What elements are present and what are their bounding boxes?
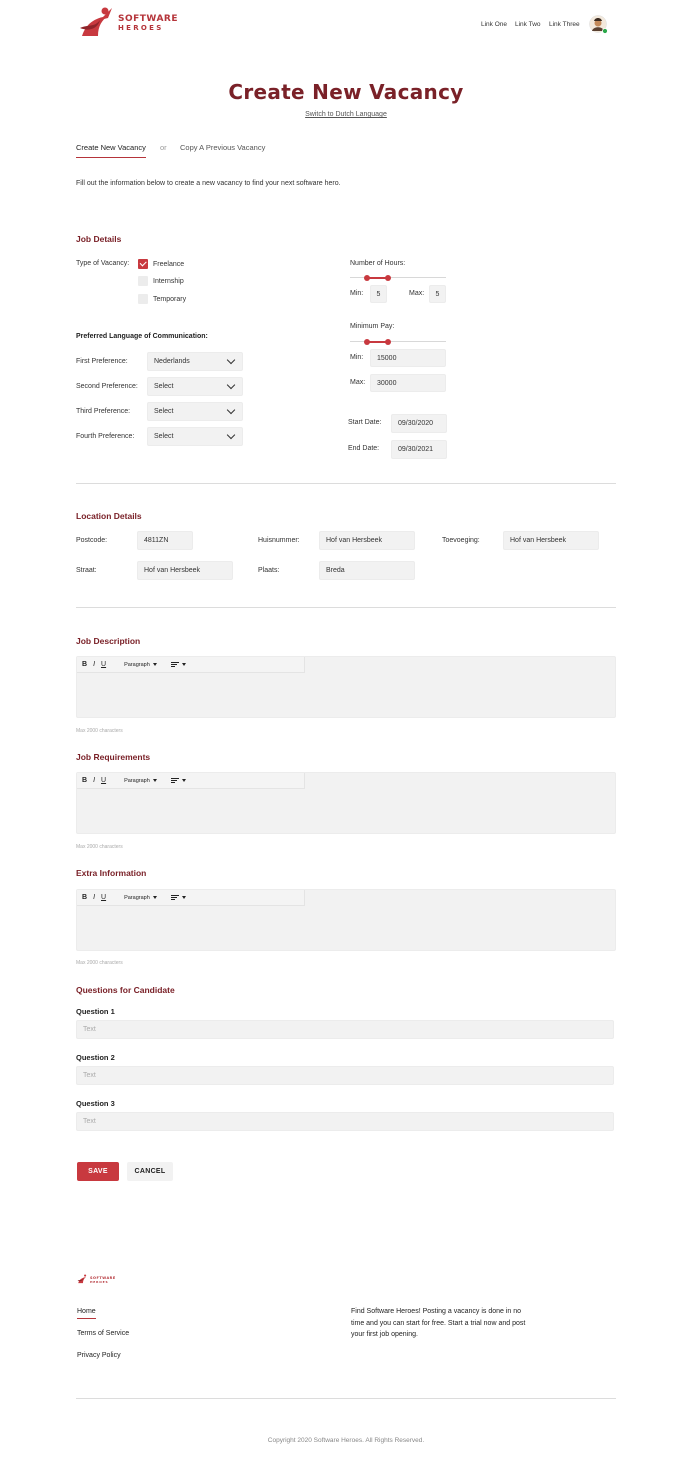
paragraph-select[interactable]: Paragraph xyxy=(124,661,150,668)
question-3-label: Question 3 xyxy=(76,1099,115,1108)
footer-divider xyxy=(76,1398,616,1399)
question-3-input[interactable] xyxy=(76,1112,614,1131)
toevoeging-input[interactable] xyxy=(503,531,599,550)
bold-button[interactable]: B xyxy=(82,661,88,668)
job-requirements-title: Job Requirements xyxy=(76,752,151,762)
minimum-pay-label: Minimum Pay: xyxy=(350,323,395,330)
cancel-button[interactable]: CANCEL xyxy=(127,1162,173,1181)
caret-down-icon[interactable] xyxy=(153,896,157,899)
straat-label: Straat: xyxy=(76,567,97,574)
hours-min-label: Min: xyxy=(350,290,364,297)
checkbox-label: Internship xyxy=(153,277,184,285)
editor-toolbar xyxy=(77,890,305,906)
caret-down-icon[interactable] xyxy=(182,663,186,666)
nav-link-three[interactable]: Link Three xyxy=(549,21,580,28)
end-date-label: End Date: xyxy=(348,445,380,452)
underline-button[interactable]: U xyxy=(101,661,107,668)
logo-text-heroes: HEROES xyxy=(118,24,164,32)
plaats-input[interactable] xyxy=(319,561,415,580)
footer-link-home[interactable]: Home xyxy=(77,1308,96,1319)
plaats-label: Plaats: xyxy=(258,567,280,574)
copyright: Copyright 2020 Software Heroes. All Rights Reserved. xyxy=(267,1437,425,1444)
question-3-placeholder: Text xyxy=(83,1118,96,1125)
editor-toolbar xyxy=(77,773,305,789)
second-preference-select[interactable] xyxy=(147,377,243,396)
first-preference-label: First Preference: xyxy=(76,358,128,365)
start-date-input[interactable] xyxy=(391,414,447,433)
tabs-or-separator: or xyxy=(160,143,167,152)
plaats-value: Breda xyxy=(326,567,345,574)
paragraph-select[interactable]: Paragraph xyxy=(124,894,150,901)
question-2-input[interactable] xyxy=(76,1066,614,1085)
checkbox-temporary[interactable] xyxy=(138,294,186,304)
avatar[interactable] xyxy=(589,15,609,35)
question-2-label: Question 2 xyxy=(76,1053,115,1062)
italic-button[interactable]: I xyxy=(93,894,96,901)
hours-min-input[interactable] xyxy=(370,285,387,303)
extra-information-title: Extra Information xyxy=(76,868,147,878)
align-left-icon[interactable] xyxy=(171,662,179,668)
slider-max-handle[interactable] xyxy=(385,275,391,281)
third-preference-label: Third Preference: xyxy=(76,408,131,415)
start-date-value: 09/30/2020 xyxy=(398,420,434,427)
switch-language-link[interactable]: Switch to Dutch Language xyxy=(305,111,387,118)
chevron-down-icon xyxy=(227,431,235,439)
third-preference-select[interactable] xyxy=(147,402,243,421)
logo-text-software: SOFTWARE xyxy=(118,14,178,24)
hours-max-label: Max: xyxy=(409,290,425,297)
first-preference-value: Nederlands xyxy=(154,358,190,365)
third-preference-value: Select xyxy=(154,408,174,415)
hours-label: Number of Hours: xyxy=(350,260,406,267)
chevron-down-icon xyxy=(227,356,235,364)
tab-copy-previous-vacancy[interactable]: Copy A Previous Vacancy xyxy=(180,143,266,152)
hours-max-value: 5 xyxy=(435,290,440,298)
questions-title: Questions for Candidate xyxy=(76,985,175,995)
caret-down-icon[interactable] xyxy=(182,896,186,899)
checkbox-box[interactable] xyxy=(138,294,148,304)
pay-max-input[interactable] xyxy=(370,374,446,392)
align-left-icon[interactable] xyxy=(171,895,179,901)
checkbox-internship[interactable] xyxy=(138,276,184,286)
second-preference-label: Second Preference: xyxy=(76,383,138,390)
checkbox-box[interactable] xyxy=(138,276,148,286)
huisnummer-value: Hof van Hersbeek xyxy=(326,537,383,544)
extra-information-editor[interactable] xyxy=(76,889,616,951)
straat-value: Hof van Hersbeek xyxy=(144,567,201,574)
divider xyxy=(76,607,616,608)
pay-max-label: Max: xyxy=(350,379,366,386)
fourth-preference-select[interactable] xyxy=(147,427,243,446)
hours-slider[interactable] xyxy=(350,274,446,282)
caret-down-icon[interactable] xyxy=(182,779,186,782)
job-description-title: Job Description xyxy=(76,636,141,646)
caret-down-icon[interactable] xyxy=(153,779,157,782)
underline-button[interactable]: U xyxy=(101,777,107,784)
toevoeging-value: Hof van Hersbeek xyxy=(510,537,567,544)
chevron-down-icon xyxy=(227,381,235,389)
end-date-input[interactable] xyxy=(391,440,447,459)
divider xyxy=(76,483,616,484)
intro-text: Fill out the information below to create a new vacancy to find your next software hero. xyxy=(76,180,341,187)
slider-min-handle[interactable] xyxy=(364,275,370,281)
footer-link-terms[interactable]: Terms of Service xyxy=(77,1330,130,1337)
pay-max-value: 30000 xyxy=(377,379,397,387)
question-1-label: Question 1 xyxy=(76,1007,115,1016)
fourth-preference-label: Fourth Preference: xyxy=(76,433,135,440)
slider-min-handle[interactable] xyxy=(364,339,370,345)
huisnummer-label: Huisnummer: xyxy=(258,537,300,544)
chevron-down-icon xyxy=(227,406,235,414)
pay-min-value: 15000 xyxy=(377,354,397,362)
checkbox-checked-icon[interactable] xyxy=(138,259,148,269)
character-limit-hint: Max 2000 characters xyxy=(76,960,123,966)
bold-button[interactable]: B xyxy=(82,777,88,784)
logo-hero-icon[interactable] xyxy=(78,6,118,42)
pay-min-input[interactable] xyxy=(370,349,446,367)
postcode-value: 4811ZN xyxy=(144,537,169,544)
underline-button[interactable]: U xyxy=(101,894,107,901)
question-1-placeholder: Text xyxy=(83,1026,96,1033)
tab-create-new-vacancy[interactable]: Create New Vacancy xyxy=(76,143,146,158)
italic-button[interactable]: I xyxy=(93,661,96,668)
nav-link-one[interactable]: Link One xyxy=(481,21,508,28)
footer-logo-text-heroes: HEROES xyxy=(90,1280,109,1284)
huisnummer-input[interactable] xyxy=(319,531,415,550)
job-description-editor[interactable] xyxy=(76,656,616,718)
language-title: Preferred Language of Communication: xyxy=(76,333,208,340)
job-requirements-editor[interactable] xyxy=(76,772,616,834)
checkbox-label: Freelance xyxy=(153,260,185,268)
postcode-label: Postcode: xyxy=(76,537,108,544)
slider-max-handle[interactable] xyxy=(385,339,391,345)
page-title: Create New Vacancy xyxy=(228,80,464,104)
footer-link-privacy[interactable]: Privacy Policy xyxy=(77,1352,121,1359)
footer-logo-text-software: SOFTWARE xyxy=(90,1276,116,1280)
second-preference-value: Select xyxy=(154,383,174,390)
job-details-title: Job Details xyxy=(76,234,122,244)
hours-min-value: 5 xyxy=(376,290,381,298)
header xyxy=(0,0,692,50)
postcode-input[interactable] xyxy=(137,531,193,550)
caret-down-icon[interactable] xyxy=(153,663,157,666)
first-preference-select[interactable] xyxy=(147,352,243,371)
footer-blurb: Find Software Heroes! Posting a vacancy is done in no time and you can start for free. Start a trial now and post your first job opening. xyxy=(351,1308,526,1338)
pay-slider[interactable] xyxy=(350,338,446,346)
fourth-preference-value: Select xyxy=(154,433,174,440)
question-2-placeholder: Text xyxy=(83,1072,96,1079)
paragraph-select[interactable]: Paragraph xyxy=(124,777,150,784)
question-1-input[interactable] xyxy=(76,1020,614,1039)
location-details-title: Location Details xyxy=(76,511,142,521)
editor-toolbar xyxy=(77,657,305,673)
start-date-label: Start Date: xyxy=(348,419,382,426)
nav-link-two[interactable]: Link Two xyxy=(515,21,541,28)
italic-button[interactable]: I xyxy=(93,777,96,784)
straat-input[interactable] xyxy=(137,561,233,580)
vacancy-type-label: Type of Vacancy: xyxy=(76,260,130,267)
character-limit-hint: Max 2000 characters xyxy=(76,844,123,850)
footer-logo-icon[interactable] xyxy=(77,1274,89,1285)
end-date-value: 09/30/2021 xyxy=(398,446,434,453)
hours-max-input[interactable] xyxy=(429,285,446,303)
align-left-icon[interactable] xyxy=(171,778,179,784)
toevoeging-label: Toevoeging: xyxy=(442,537,480,544)
save-button[interactable]: SAVE xyxy=(77,1162,119,1181)
character-limit-hint: Max 2000 characters xyxy=(76,728,123,734)
bold-button[interactable]: B xyxy=(82,894,88,901)
pay-min-label: Min: xyxy=(350,354,364,361)
checkbox-freelance[interactable] xyxy=(138,259,184,269)
checkbox-label: Temporary xyxy=(153,295,187,303)
